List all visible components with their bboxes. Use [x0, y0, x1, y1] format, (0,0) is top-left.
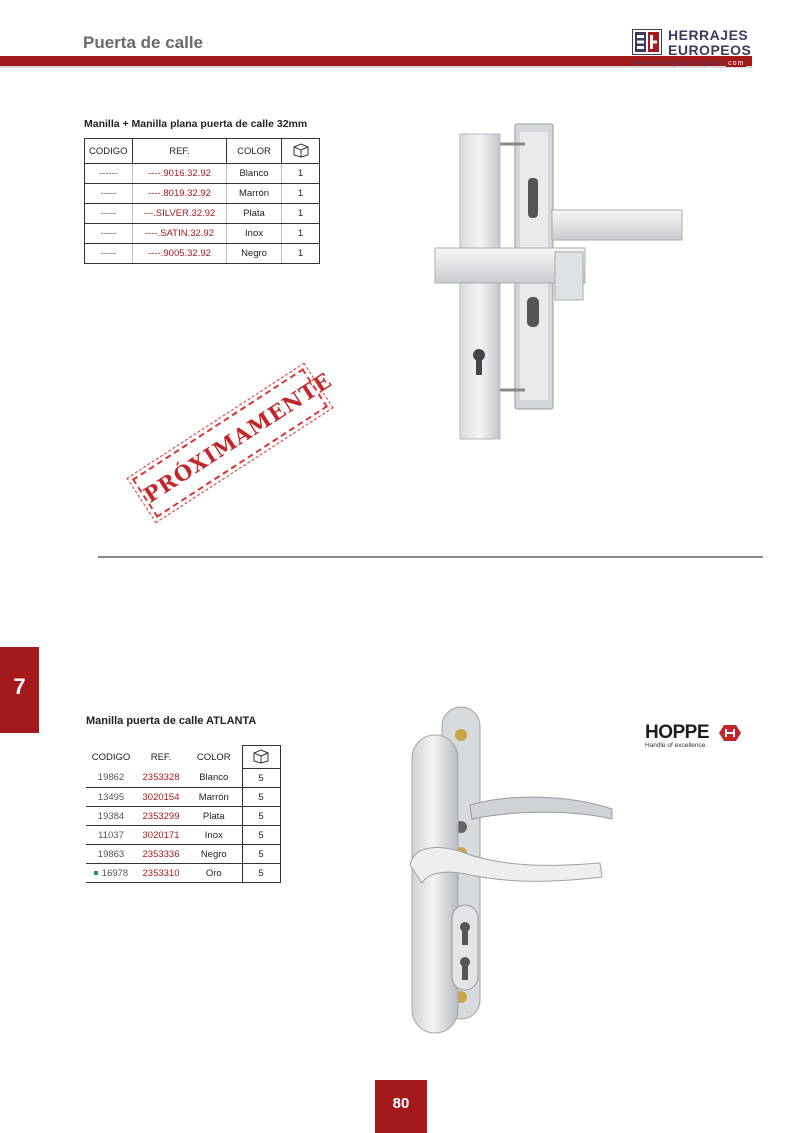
cell-color — [227, 204, 282, 224]
cell-color — [186, 845, 242, 864]
cell-ref — [136, 788, 186, 807]
cell-codigo-text: ----- — [100, 208, 117, 219]
cell-codigo — [86, 826, 136, 845]
cell-qty — [282, 184, 320, 204]
cell-codigo-text: 13495 — [97, 791, 125, 803]
box-icon — [252, 748, 270, 764]
cell-ref-text: 2353336 — [142, 848, 180, 860]
cell-qty — [242, 769, 280, 788]
cell-qty-text: 5 — [258, 810, 264, 822]
col-color: COLOR — [196, 751, 231, 763]
page-title: Puerta de calle — [83, 33, 204, 52]
cell-codigo-text: ----- — [100, 248, 117, 259]
table-row — [86, 807, 280, 826]
cell-codigo — [85, 184, 133, 204]
product-image-handle-atlanta — [400, 705, 630, 1035]
cell-color — [186, 769, 242, 788]
cell-qty — [282, 204, 320, 224]
cell-codigo-text: ----- — [100, 188, 117, 199]
cell-color — [186, 826, 242, 845]
cell-codigo-text: 19384 — [97, 810, 125, 822]
table-header-row — [86, 746, 280, 769]
col-ref: REF. — [150, 751, 172, 763]
section1-title: Manilla + Manilla plana puerta de calle 32mm — [84, 118, 308, 130]
cell-color — [186, 807, 242, 826]
cell-qty — [242, 864, 280, 883]
cell-color — [227, 224, 282, 244]
brand-name-line2: EUROPEOS — [668, 42, 752, 58]
cell-codigo — [86, 845, 136, 864]
cell-color-text: Blanco — [239, 168, 269, 179]
hoppe-emblem-icon — [718, 724, 742, 742]
cell-codigo-text: 11037 — [98, 829, 124, 841]
cell-codigo — [85, 244, 133, 264]
cell-codigo — [86, 807, 136, 826]
chapter-number: 7 — [13, 674, 26, 699]
cell-color-text: Negro — [241, 248, 267, 259]
col-pack — [282, 139, 320, 164]
hoppe-tagline: Handle of excellence. — [645, 742, 708, 749]
cell-ref-text: 3020171 — [142, 829, 180, 841]
section1-table — [84, 138, 320, 264]
cell-qty — [282, 224, 320, 244]
cell-ref — [136, 769, 186, 788]
cell-ref — [133, 224, 227, 244]
cell-ref-text: 2353299 — [142, 810, 180, 822]
cell-qty-text: 1 — [297, 248, 304, 259]
cell-qty-text: 1 — [297, 208, 304, 219]
cell-color-text: Inox — [204, 829, 223, 841]
cell-color-text: Oro — [205, 867, 222, 879]
col-color: COLOR — [227, 139, 282, 164]
brand-url-domain: www.herrajeseuropeos. — [632, 60, 727, 67]
cell-codigo — [85, 224, 133, 244]
cell-color-text: Plata — [243, 208, 265, 219]
cell-codigo-text: ------ — [99, 168, 118, 179]
cell-qty-text: 5 — [258, 829, 264, 841]
cell-ref — [136, 864, 186, 883]
cell-codigo-text: ----- — [100, 228, 117, 239]
cell-color — [186, 788, 242, 807]
table-row — [86, 864, 280, 883]
brand-url-tld: com — [728, 60, 745, 67]
cell-codigo-text: 19862 — [97, 772, 125, 784]
table-row — [86, 845, 280, 864]
brand-url[interactable] — [632, 60, 746, 67]
hoppe-logo: HOPPE — [645, 722, 710, 743]
col-ref: REF. — [133, 139, 227, 164]
page-number: 80 — [392, 1095, 410, 1112]
table-row — [86, 826, 280, 845]
cell-ref — [133, 184, 227, 204]
cell-ref — [133, 164, 227, 184]
cell-qty-text: 1 — [297, 228, 304, 239]
cell-color-text: Negro — [200, 848, 227, 860]
cell-ref — [136, 807, 186, 826]
table-row — [85, 164, 320, 184]
table-row — [85, 244, 320, 264]
cell-codigo — [86, 864, 136, 883]
table-row — [85, 204, 320, 224]
cell-codigo — [86, 788, 136, 807]
cell-qty — [242, 788, 280, 807]
table-row — [86, 788, 280, 807]
cell-ref-text: 3020154 — [142, 791, 180, 803]
section2-title: Manilla puerta de calle ATLANTA — [86, 715, 257, 727]
cell-qty-text: 1 — [297, 188, 304, 199]
cell-ref-text: ---.SILVER.32.92 — [143, 208, 216, 219]
cell-codigo — [86, 769, 136, 788]
cell-color — [186, 864, 242, 883]
cell-codigo-text: 19863 — [97, 848, 125, 860]
cell-qty — [242, 807, 280, 826]
cell-codigo — [85, 164, 133, 184]
cell-qty — [282, 244, 320, 264]
stock-indicator-icon — [94, 871, 98, 875]
cell-qty — [242, 826, 280, 845]
cell-color — [227, 184, 282, 204]
cell-color — [227, 164, 282, 184]
cell-ref-text: 2353328 — [142, 772, 180, 784]
cell-qty-text: 5 — [258, 848, 264, 860]
cell-color-text: Blanco — [199, 772, 229, 784]
col-codigo: CODIGO — [85, 139, 133, 164]
table-row — [85, 224, 320, 244]
cell-color-text: Marrón — [238, 188, 270, 199]
cell-qty — [242, 845, 280, 864]
cell-ref-text: ----.8019.32.92 — [148, 188, 211, 199]
cell-ref — [136, 845, 186, 864]
coming-soon-stamp: PRÓXIMAMENTE — [132, 368, 328, 518]
brand-name-line1: HERRAJES — [668, 27, 749, 43]
table-row — [85, 184, 320, 204]
cell-codigo-text: 16978 — [101, 867, 129, 879]
box-icon — [292, 142, 310, 158]
cell-qty-text: 1 — [297, 168, 304, 179]
table-header-row — [85, 139, 320, 164]
section2-table — [86, 745, 281, 883]
cell-ref — [136, 826, 186, 845]
section-divider — [98, 556, 763, 558]
cell-color — [227, 244, 282, 264]
cell-qty-text: 5 — [258, 867, 264, 879]
cell-codigo — [85, 204, 133, 224]
cell-qty-text: 5 — [258, 772, 264, 784]
cell-ref-text: 2353310 — [142, 867, 180, 879]
cell-ref-text: ----.9016.32.92 — [148, 168, 211, 179]
cell-ref-text: ----.9005.32.92 — [148, 248, 211, 259]
table-row — [86, 769, 280, 788]
brand-logo-icon — [632, 29, 662, 55]
cell-color-text: Marrón — [198, 791, 229, 803]
col-codigo: CODIGO — [91, 751, 131, 763]
cell-qty — [282, 164, 320, 184]
cell-ref — [133, 244, 227, 264]
cell-ref — [133, 204, 227, 224]
product-image-handle-flat — [430, 122, 700, 442]
cell-ref-text: ----.SATIN.32.92 — [145, 228, 214, 239]
cell-color-text: Plata — [202, 810, 225, 822]
cell-color-text: Inox — [245, 228, 263, 239]
cell-qty-text: 5 — [258, 791, 264, 803]
col-pack — [242, 746, 280, 769]
